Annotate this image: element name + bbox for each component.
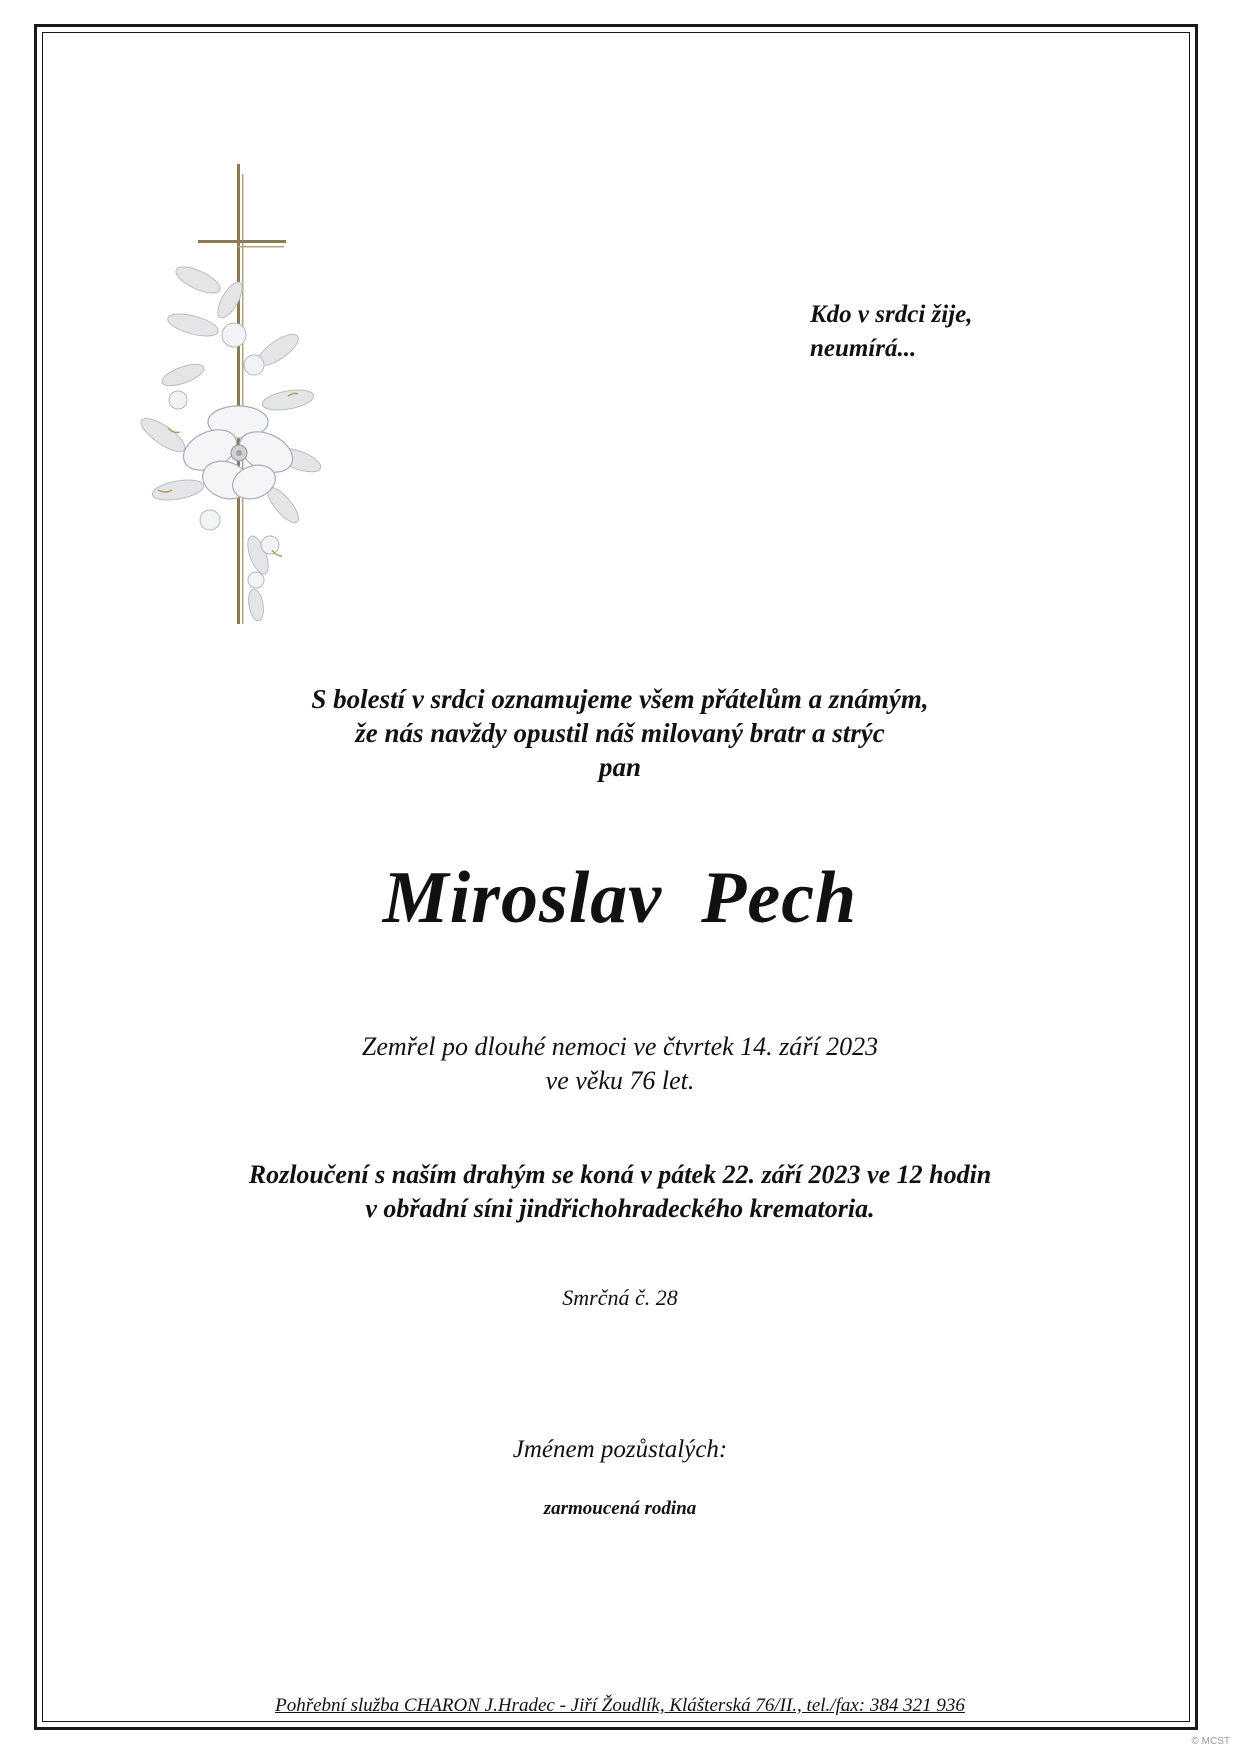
farewell-line-1: Rozloučení s naším drahým se koná v pátek 22. září 2023 ve 12 hodin	[248, 1160, 992, 1189]
on-behalf-heading: Jménem pozůstalých:	[512, 1436, 728, 1463]
death-line-2: ve věku 76 let.	[545, 1066, 695, 1095]
announcement-intro	[0, 682, 1240, 784]
intro-line-3: pan	[598, 752, 642, 782]
motto-line-1: Kdo v srdci žije,	[810, 301, 973, 328]
death-line-1: Zemřel po dlouhé nemoci ve čtvrtek 14. září 2023	[361, 1032, 879, 1061]
intro-line-1: S bolestí v srdci oznamujeme všem přátelům a známým,	[311, 684, 929, 714]
intro-line-2: že nás navždy opustil náš milovaný bratr a strýc	[355, 718, 885, 748]
cross-with-flowers-icon	[138, 160, 338, 640]
motto-quote	[810, 298, 973, 366]
motto-line-2: neumírá...	[810, 335, 917, 362]
funeral-service-footer: Pohřební služba CHARON J.Hradec - Jiří Žoudlík, Klášterská 76/II., tel./fax: 384 321 936	[275, 1695, 965, 1716]
address: Smrčná č. 28	[562, 1285, 678, 1310]
death-notice	[0, 1030, 1240, 1098]
deceased-name: Miroslav Pech	[382, 857, 858, 939]
watermark: © MCST	[1191, 1736, 1230, 1747]
family-signature: zarmoucená rodina	[543, 1498, 697, 1519]
farewell-ceremony	[0, 1158, 1240, 1226]
farewell-line-2: v obřadní síni jindřichohradeckého krematoria.	[365, 1194, 875, 1223]
